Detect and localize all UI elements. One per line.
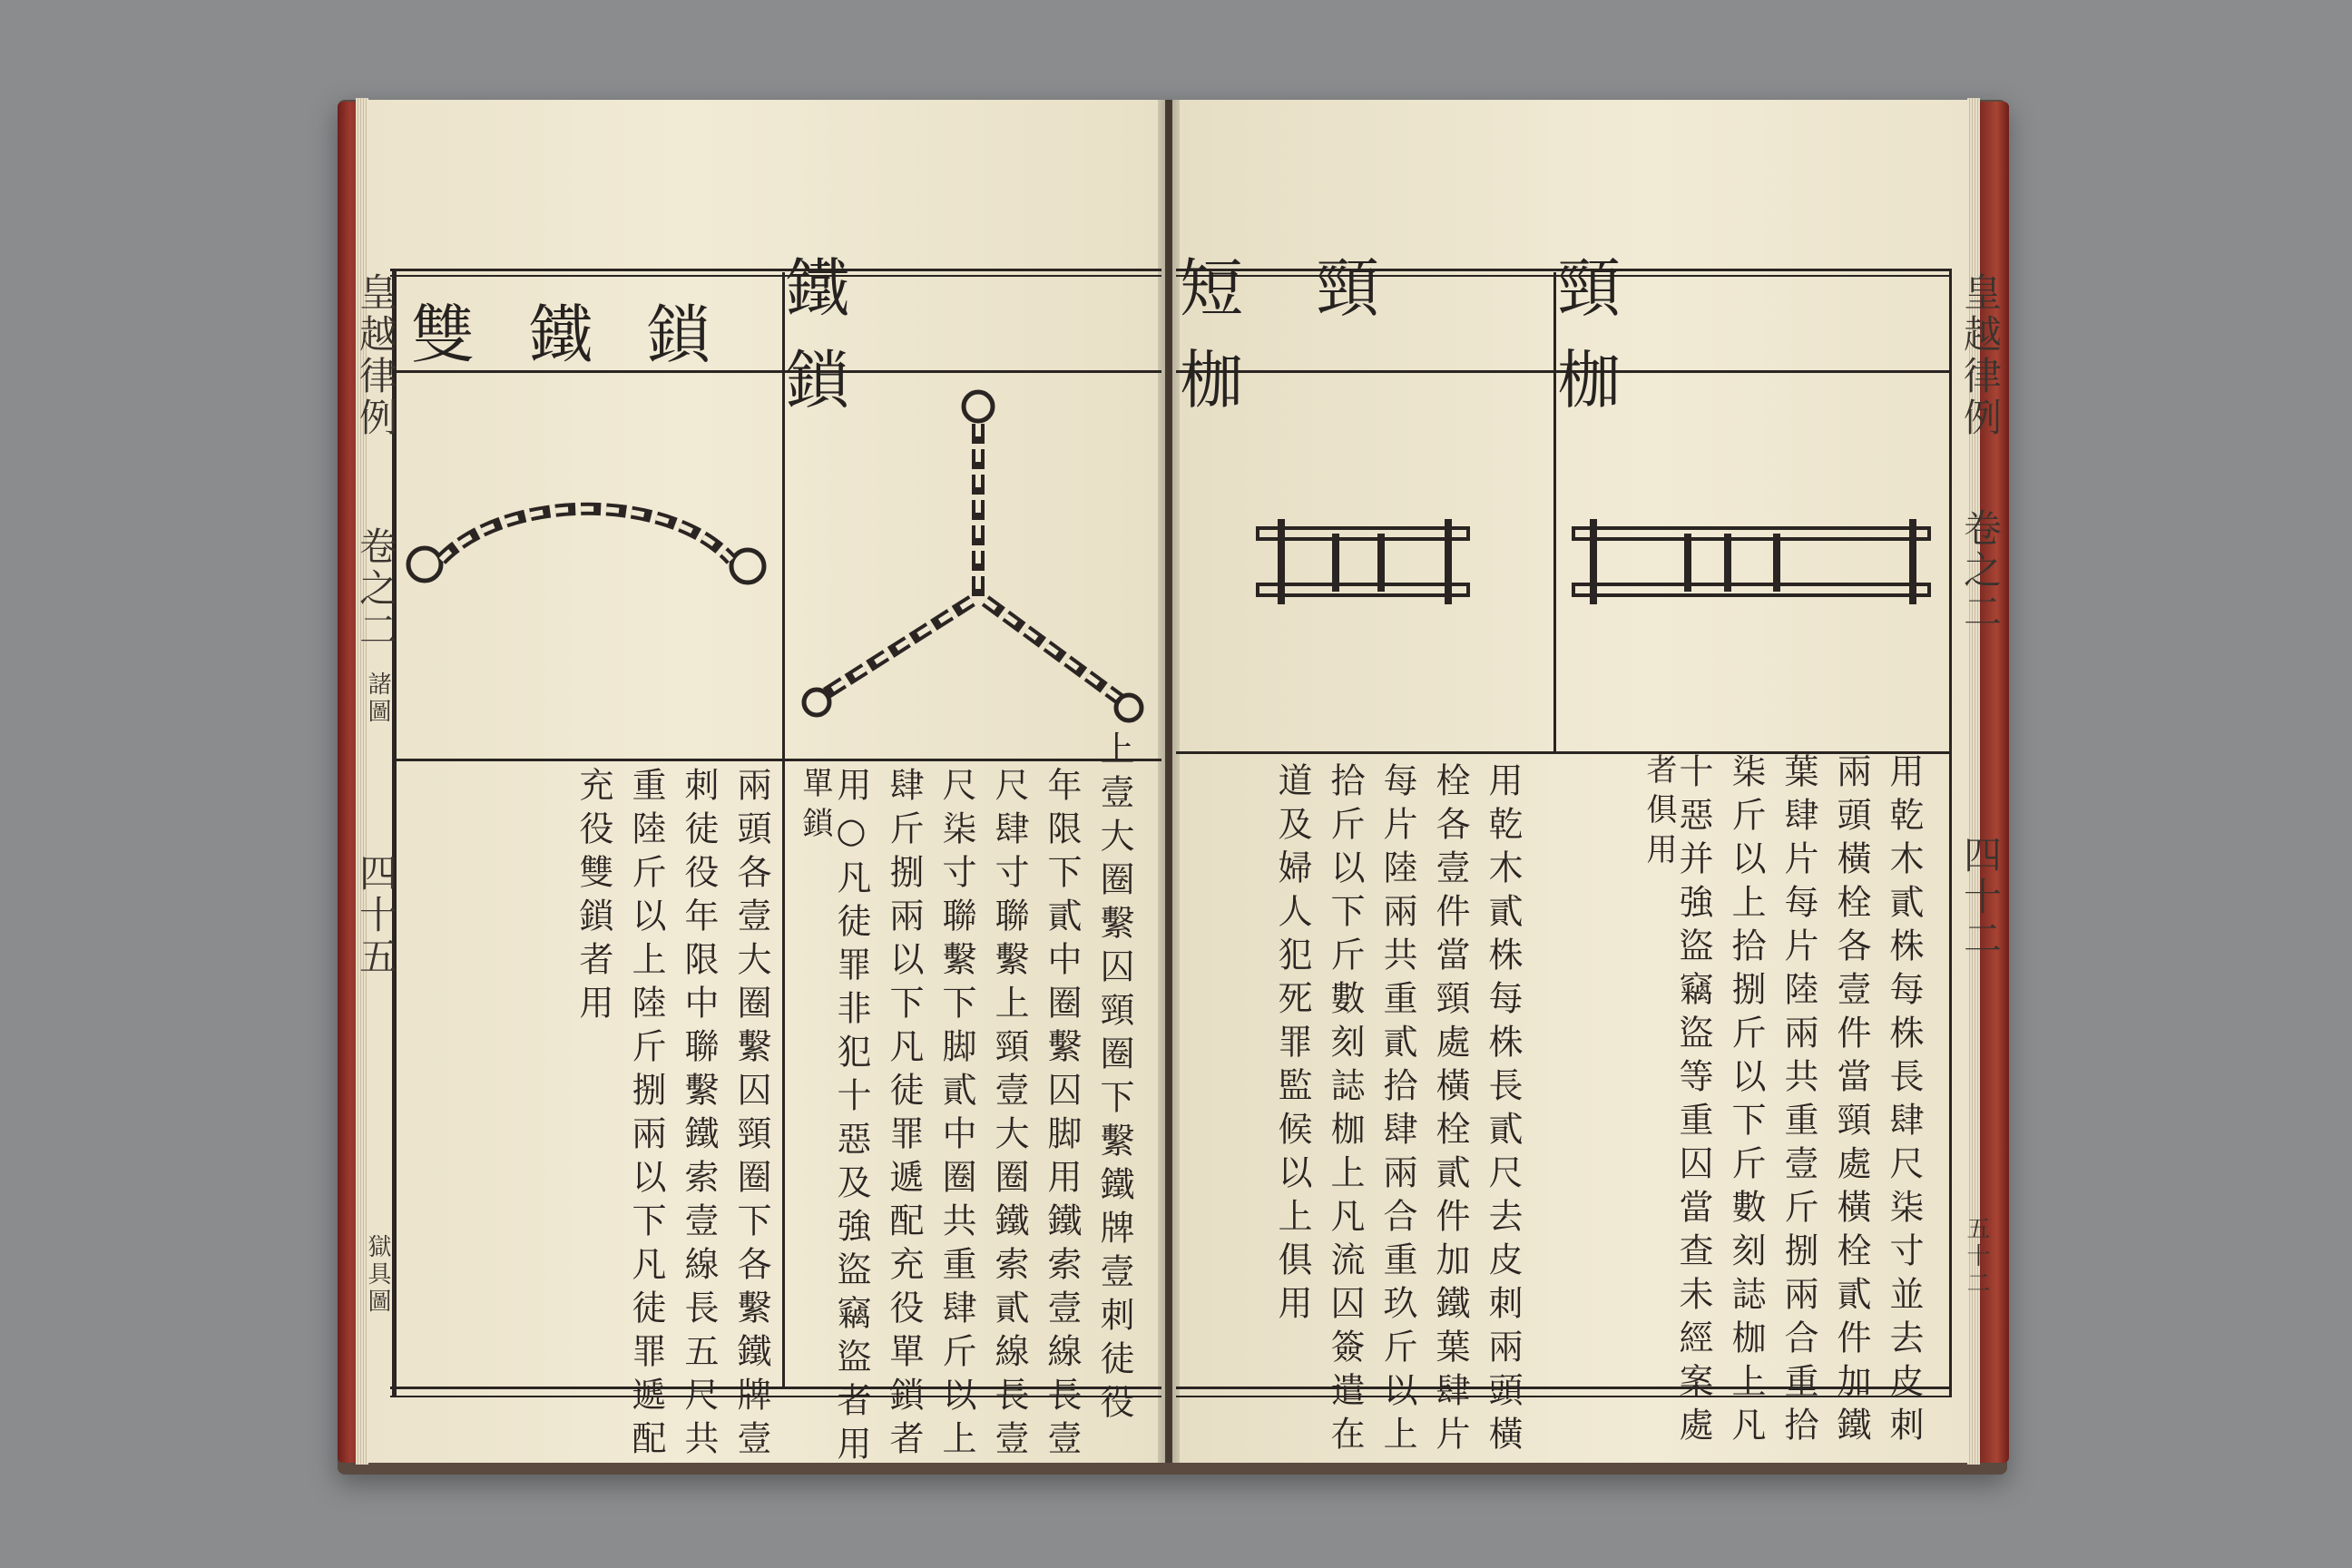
text-column: 充役雙鎖者用 [573, 767, 613, 1028]
text-column: 十惡并強盜竊盜等重囚當查未經案處 [1673, 753, 1713, 1450]
text-column: 重陸斤以上陸斤捌兩以下凡徒罪遞配 [626, 767, 666, 1464]
section-title-text: 雙鐵鎖 [411, 297, 765, 372]
left-margin-volume: 卷之二 [354, 526, 398, 652]
section-title-double-iron-lock [397, 289, 779, 370]
text-column: 尺肆寸聯繫上頸壹大圈鐵索貳線長壹 [989, 767, 1029, 1464]
text-column: 柒斤以上拾捌斤以下斤數刻誌枷上凡 [1726, 753, 1766, 1450]
text-column: 葉肆片每片陸兩共重壹斤捌兩合重拾 [1779, 753, 1818, 1450]
left-image-divider [394, 759, 1161, 761]
left-margin-bottom: 獄具圖 [364, 1234, 391, 1316]
iron-lock-illustration [786, 374, 1158, 755]
right-margin-title: 皇越律例 [1958, 272, 2003, 439]
text-column: 刺徒役年限中聯繫鐵索壹線長五尺共 [679, 767, 719, 1464]
text-column: 尺柒寸聯繫下脚貳中圈共重肆斤以上 [936, 767, 976, 1464]
section-title-neck-cangue [1557, 251, 1947, 417]
left-margin-page: 四十五 [354, 853, 398, 978]
text-column: 栓各壹件當頸處橫栓貳件加鐵葉肆片 [1430, 762, 1470, 1459]
text-column: 者俱用 [1641, 753, 1677, 873]
section-title-iron-lock [786, 251, 1158, 417]
neck-cangue-illustration [1557, 374, 1947, 746]
text-column: 拾斤以下斤數刻誌枷上凡流囚簽遣在 [1325, 762, 1365, 1459]
text-column: 單鎖 [797, 767, 833, 847]
section-title-short-neck-cangue [1180, 251, 1552, 417]
left-margin-title: 皇越律例 [354, 272, 398, 439]
text-column: 兩頭各壹大圈繫囚頸圈下各繫鐵牌壹 [731, 767, 771, 1464]
text-column: 用乾木貳株每株長貳尺去皮刺兩頭橫 [1483, 762, 1523, 1459]
right-frame-margin-line [1949, 269, 1952, 1397]
section-title-text: 頸枷 [1557, 251, 1766, 417]
text-column: 上壹大圈繫囚頸圈下繫鐵牌壹刺徒役 [1094, 730, 1134, 1427]
right-column-divider [1553, 272, 1556, 753]
short-neck-cangue-illustration [1180, 374, 1552, 746]
text-column: 用乾木貳株每株長肆尺柒寸並去皮刺 [1884, 753, 1924, 1450]
text-column: 道及婦人犯死罪監候以上俱用 [1272, 762, 1312, 1328]
book-gutter [1158, 100, 1180, 1463]
text-column: 兩頭橫栓各壹件當頸處橫栓貳件加鐵 [1831, 753, 1871, 1450]
left-column-divider [782, 272, 785, 1388]
section-title-text: 短頸枷 [1180, 251, 1452, 417]
text-column: 每片陸兩共重貳拾肆兩合重玖斤以上 [1377, 762, 1417, 1459]
double-iron-lock-illustration [397, 374, 779, 755]
text-column: 年限下貳中圈繫囚脚用鐵索壹線長壹 [1042, 767, 1082, 1464]
right-margin-volume: 卷之二 [1958, 508, 2003, 633]
right-margin-page: 四十二 [1958, 835, 2003, 960]
text-column: 用○凡徒罪非犯十惡及強盜竊盜者用 [831, 767, 871, 1469]
left-margin-sub: 諸圖 [364, 671, 391, 726]
text-column: 肆斤捌兩以下凡徒罪遞配充役單鎖者 [884, 767, 924, 1464]
section-title-text: 鐵鎖 [786, 251, 995, 417]
right-margin-bottom: 五十二 [1963, 1216, 1990, 1298]
